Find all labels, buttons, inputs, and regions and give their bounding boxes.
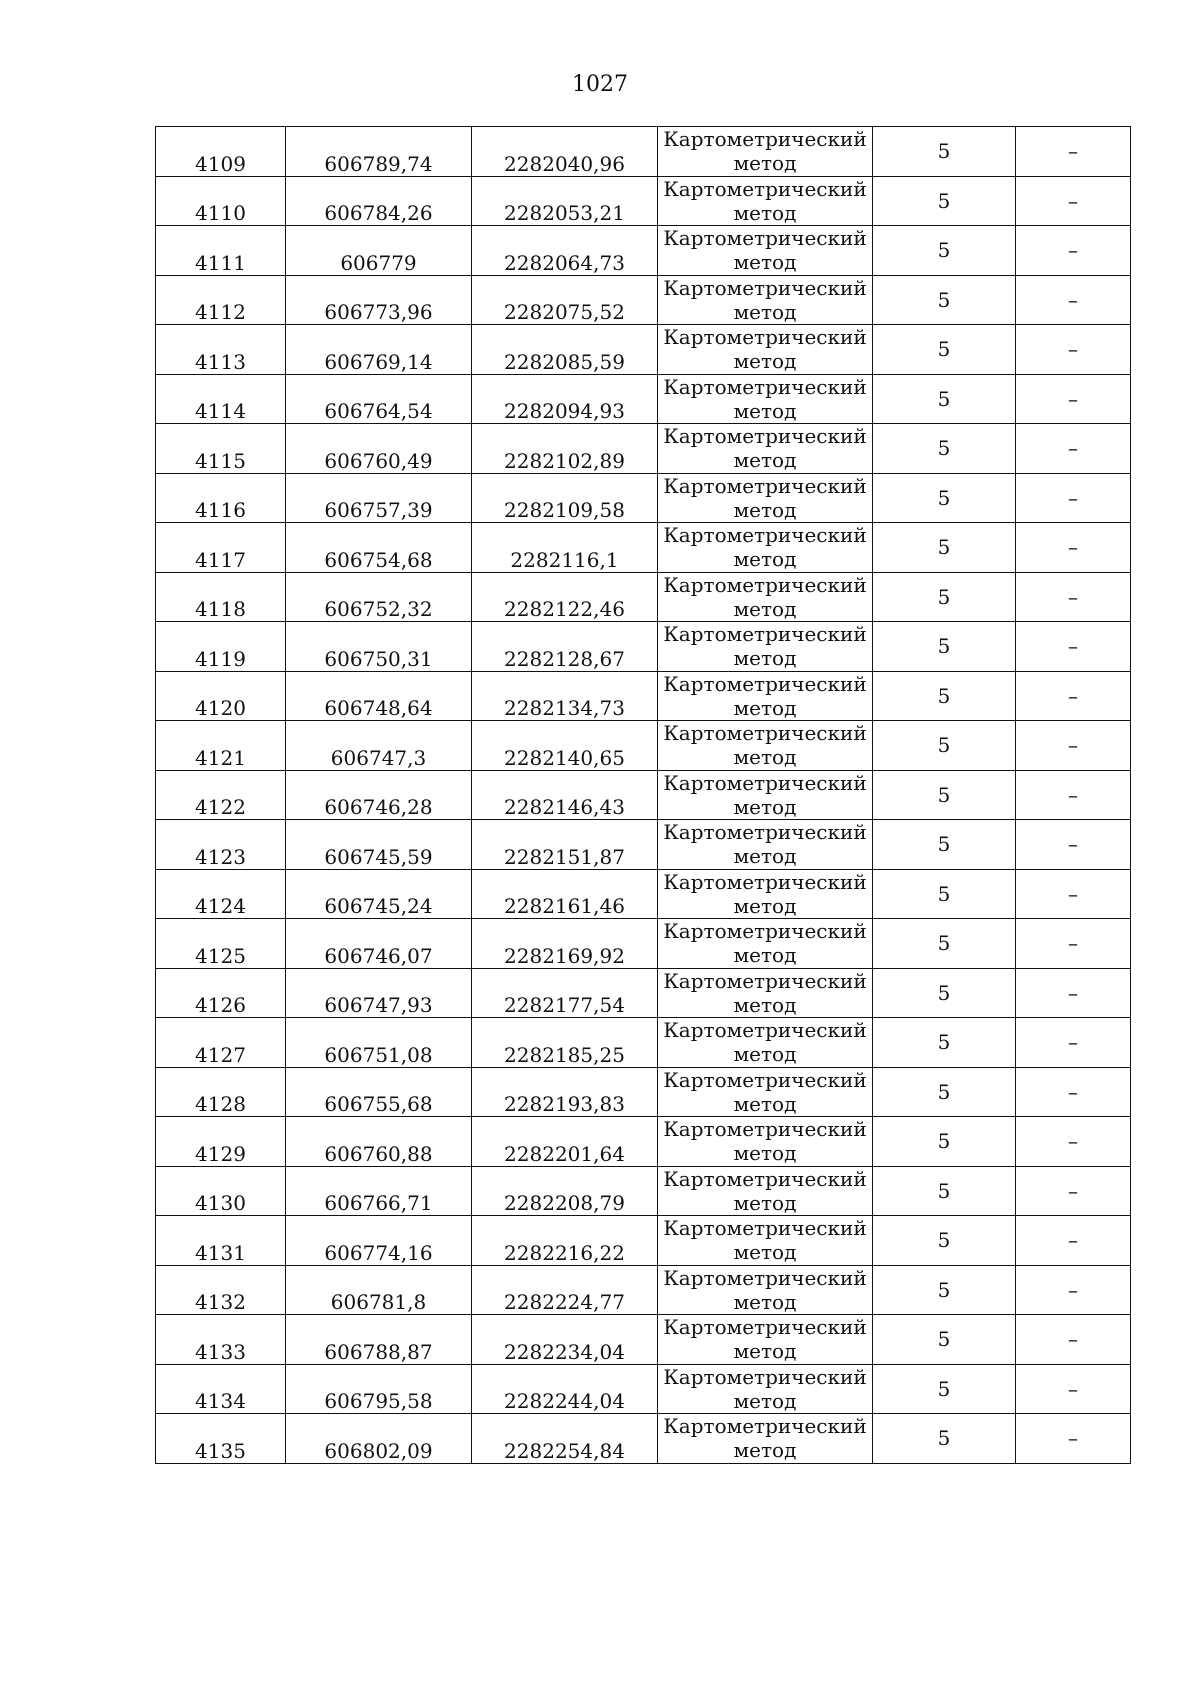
x-coordinate-cell: 606747,93 [286, 968, 472, 1018]
x-coordinate-cell: 606754,68 [286, 523, 472, 573]
method-line-1: Картометрический [663, 473, 867, 498]
method-line-1: Картометрический [663, 968, 867, 993]
y-coordinate-cell: 2282185,25 [472, 1018, 658, 1068]
method-cell [658, 1414, 873, 1464]
table-row [156, 1265, 1131, 1315]
table-row [156, 1166, 1131, 1216]
method-cell [658, 968, 873, 1018]
table-row [156, 622, 1131, 672]
method-line-2: метод [733, 1240, 797, 1265]
x-coordinate-cell: 606784,26 [286, 176, 472, 226]
method-line-2: метод [733, 1141, 797, 1166]
method-line-1: Картометрический [663, 671, 867, 696]
x-coordinate-cell: 606774,16 [286, 1216, 472, 1266]
note-cell: – [1016, 1067, 1131, 1117]
accuracy-cell: 5 [873, 869, 1016, 919]
point-number-cell: 4115 [156, 424, 286, 474]
y-coordinate-cell: 2282224,77 [472, 1265, 658, 1315]
x-coordinate-cell: 606745,59 [286, 820, 472, 870]
method-line-2: метод [733, 1190, 797, 1215]
y-coordinate-cell: 2282208,79 [472, 1166, 658, 1216]
x-coordinate-cell: 606781,8 [286, 1265, 472, 1315]
accuracy-cell: 5 [873, 1364, 1016, 1414]
point-number-cell: 4121 [156, 721, 286, 771]
accuracy-cell: 5 [873, 127, 1016, 177]
method-cell [658, 127, 873, 177]
method-cell [658, 721, 873, 771]
note-cell: – [1016, 127, 1131, 177]
table-row [156, 1414, 1131, 1464]
accuracy-cell: 5 [873, 1265, 1016, 1315]
method-line-1: Картометрический [663, 424, 867, 449]
y-coordinate-cell: 2282244,04 [472, 1364, 658, 1414]
table-row [156, 473, 1131, 523]
method-line-1: Картометрический [663, 721, 867, 746]
method-line-1: Картометрический [663, 127, 867, 152]
note-cell: – [1016, 770, 1131, 820]
method-line-1: Картометрический [663, 1018, 867, 1043]
x-coordinate-cell: 606766,71 [286, 1166, 472, 1216]
method-cell [658, 325, 873, 375]
method-line-2: метод [733, 200, 797, 225]
table-row [156, 671, 1131, 721]
method-line-2: метод [733, 1388, 797, 1413]
method-cell [658, 1067, 873, 1117]
accuracy-cell: 5 [873, 572, 1016, 622]
x-coordinate-cell: 606757,39 [286, 473, 472, 523]
table-row [156, 176, 1131, 226]
method-cell [658, 424, 873, 474]
point-number-cell: 4123 [156, 820, 286, 870]
table-row [156, 919, 1131, 969]
note-cell: – [1016, 1216, 1131, 1266]
x-coordinate-cell: 606751,08 [286, 1018, 472, 1068]
x-coordinate-cell: 606760,88 [286, 1117, 472, 1167]
x-coordinate-cell: 606779 [286, 226, 472, 276]
x-coordinate-cell: 606746,28 [286, 770, 472, 820]
method-line-2: метод [733, 646, 797, 671]
x-coordinate-cell: 606789,74 [286, 127, 472, 177]
point-number-cell: 4127 [156, 1018, 286, 1068]
table-row [156, 1067, 1131, 1117]
method-cell [658, 869, 873, 919]
point-number-cell: 4109 [156, 127, 286, 177]
point-number-cell: 4119 [156, 622, 286, 672]
accuracy-cell: 5 [873, 721, 1016, 771]
table-row [156, 1315, 1131, 1365]
method-line-2: метод [733, 1289, 797, 1314]
method-line-2: метод [733, 151, 797, 176]
accuracy-cell: 5 [873, 1117, 1016, 1167]
note-cell: – [1016, 622, 1131, 672]
y-coordinate-cell: 2282254,84 [472, 1414, 658, 1464]
note-cell: – [1016, 968, 1131, 1018]
accuracy-cell: 5 [873, 1018, 1016, 1068]
method-line-1: Картометрический [663, 770, 867, 795]
note-cell: – [1016, 820, 1131, 870]
y-coordinate-cell: 2282146,43 [472, 770, 658, 820]
table-row [156, 424, 1131, 474]
point-number-cell: 4135 [156, 1414, 286, 1464]
table-row [156, 523, 1131, 573]
method-line-1: Картометрический [663, 622, 867, 647]
point-number-cell: 4113 [156, 325, 286, 375]
coordinates-table [155, 126, 1131, 1464]
y-coordinate-cell: 2282109,58 [472, 473, 658, 523]
method-line-1: Картометрический [663, 1364, 867, 1389]
point-number-cell: 4112 [156, 275, 286, 325]
note-cell: – [1016, 176, 1131, 226]
method-line-1: Картометрический [663, 1166, 867, 1191]
note-cell: – [1016, 721, 1131, 771]
table-row [156, 275, 1131, 325]
point-number-cell: 4122 [156, 770, 286, 820]
method-line-1: Картометрический [663, 1067, 867, 1092]
accuracy-cell: 5 [873, 968, 1016, 1018]
method-line-2: метод [733, 1091, 797, 1116]
method-line-2: метод [733, 299, 797, 324]
method-line-1: Картометрический [663, 919, 867, 944]
y-coordinate-cell: 2282122,46 [472, 572, 658, 622]
point-number-cell: 4118 [156, 572, 286, 622]
method-cell [658, 820, 873, 870]
accuracy-cell: 5 [873, 1067, 1016, 1117]
method-line-2: метод [733, 943, 797, 968]
note-cell: – [1016, 1414, 1131, 1464]
method-line-1: Картометрический [663, 1265, 867, 1290]
method-line-2: метод [733, 398, 797, 423]
note-cell: – [1016, 1166, 1131, 1216]
table-body [156, 127, 1131, 1464]
method-line-2: метод [733, 596, 797, 621]
x-coordinate-cell: 606773,96 [286, 275, 472, 325]
note-cell: – [1016, 1265, 1131, 1315]
accuracy-cell: 5 [873, 770, 1016, 820]
table-row [156, 325, 1131, 375]
point-number-cell: 4133 [156, 1315, 286, 1365]
method-cell [658, 770, 873, 820]
table-row [156, 968, 1131, 1018]
method-line-1: Картометрический [663, 325, 867, 350]
y-coordinate-cell: 2282085,59 [472, 325, 658, 375]
method-line-1: Картометрический [663, 1315, 867, 1340]
note-cell: – [1016, 919, 1131, 969]
method-line-1: Картометрический [663, 1414, 867, 1439]
accuracy-cell: 5 [873, 820, 1016, 870]
y-coordinate-cell: 2282040,96 [472, 127, 658, 177]
note-cell: – [1016, 226, 1131, 276]
y-coordinate-cell: 2282102,89 [472, 424, 658, 474]
y-coordinate-cell: 2282064,73 [472, 226, 658, 276]
method-cell [658, 1265, 873, 1315]
method-cell [658, 919, 873, 969]
y-coordinate-cell: 2282161,46 [472, 869, 658, 919]
method-line-2: метод [733, 794, 797, 819]
accuracy-cell: 5 [873, 176, 1016, 226]
table-row [156, 869, 1131, 919]
note-cell: – [1016, 1117, 1131, 1167]
accuracy-cell: 5 [873, 374, 1016, 424]
method-line-2: метод [733, 1339, 797, 1364]
method-cell [658, 671, 873, 721]
method-cell [658, 374, 873, 424]
table-row [156, 572, 1131, 622]
point-number-cell: 4129 [156, 1117, 286, 1167]
accuracy-cell: 5 [873, 275, 1016, 325]
y-coordinate-cell: 2282134,73 [472, 671, 658, 721]
note-cell: – [1016, 671, 1131, 721]
point-number-cell: 4125 [156, 919, 286, 969]
x-coordinate-cell: 606755,68 [286, 1067, 472, 1117]
method-cell [658, 1216, 873, 1266]
note-cell: – [1016, 523, 1131, 573]
method-cell [658, 275, 873, 325]
x-coordinate-cell: 606760,49 [286, 424, 472, 474]
method-line-2: метод [733, 844, 797, 869]
accuracy-cell: 5 [873, 1216, 1016, 1266]
method-line-2: метод [733, 992, 797, 1017]
point-number-cell: 4110 [156, 176, 286, 226]
table-row [156, 1018, 1131, 1068]
point-number-cell: 4120 [156, 671, 286, 721]
method-cell [658, 1364, 873, 1414]
table-row [156, 1117, 1131, 1167]
table-row [156, 374, 1131, 424]
x-coordinate-cell: 606769,14 [286, 325, 472, 375]
point-number-cell: 4114 [156, 374, 286, 424]
note-cell: – [1016, 424, 1131, 474]
method-line-1: Картометрический [663, 374, 867, 399]
accuracy-cell: 5 [873, 523, 1016, 573]
method-line-2: метод [733, 448, 797, 473]
method-cell [658, 473, 873, 523]
method-line-2: метод [733, 893, 797, 918]
x-coordinate-cell: 606764,54 [286, 374, 472, 424]
table-row [156, 1216, 1131, 1266]
method-line-1: Картометрический [663, 176, 867, 201]
method-cell [658, 572, 873, 622]
x-coordinate-cell: 606747,3 [286, 721, 472, 771]
table-row [156, 127, 1131, 177]
point-number-cell: 4117 [156, 523, 286, 573]
point-number-cell: 4128 [156, 1067, 286, 1117]
note-cell: – [1016, 869, 1131, 919]
method-line-1: Картометрический [663, 1117, 867, 1142]
y-coordinate-cell: 2282169,92 [472, 919, 658, 969]
note-cell: – [1016, 473, 1131, 523]
y-coordinate-cell: 2282140,65 [472, 721, 658, 771]
method-line-2: метод [733, 349, 797, 374]
method-line-1: Картометрический [663, 226, 867, 251]
x-coordinate-cell: 606752,32 [286, 572, 472, 622]
method-cell [658, 1117, 873, 1167]
y-coordinate-cell: 2282116,1 [472, 523, 658, 573]
x-coordinate-cell: 606788,87 [286, 1315, 472, 1365]
note-cell: – [1016, 572, 1131, 622]
method-line-2: метод [733, 695, 797, 720]
table-row [156, 226, 1131, 276]
y-coordinate-cell: 2282177,54 [472, 968, 658, 1018]
point-number-cell: 4126 [156, 968, 286, 1018]
x-coordinate-cell: 606802,09 [286, 1414, 472, 1464]
method-cell [658, 226, 873, 276]
method-cell [658, 1018, 873, 1068]
y-coordinate-cell: 2282128,67 [472, 622, 658, 672]
accuracy-cell: 5 [873, 325, 1016, 375]
y-coordinate-cell: 2282151,87 [472, 820, 658, 870]
y-coordinate-cell: 2282216,22 [472, 1216, 658, 1266]
x-coordinate-cell: 606750,31 [286, 622, 472, 672]
method-line-1: Картометрический [663, 572, 867, 597]
x-coordinate-cell: 606745,24 [286, 869, 472, 919]
method-line-2: метод [733, 547, 797, 572]
accuracy-cell: 5 [873, 1315, 1016, 1365]
y-coordinate-cell: 2282234,04 [472, 1315, 658, 1365]
method-line-1: Картометрический [663, 1216, 867, 1241]
method-line-1: Картометрический [663, 869, 867, 894]
accuracy-cell: 5 [873, 919, 1016, 969]
method-line-2: метод [733, 1438, 797, 1463]
y-coordinate-cell: 2282075,52 [472, 275, 658, 325]
point-number-cell: 4130 [156, 1166, 286, 1216]
x-coordinate-cell: 606746,07 [286, 919, 472, 969]
point-number-cell: 4111 [156, 226, 286, 276]
table-row [156, 770, 1131, 820]
accuracy-cell: 5 [873, 671, 1016, 721]
note-cell: – [1016, 275, 1131, 325]
table-row [156, 721, 1131, 771]
page-number: 1027 [572, 72, 628, 97]
y-coordinate-cell: 2282094,93 [472, 374, 658, 424]
note-cell: – [1016, 1018, 1131, 1068]
method-cell [658, 622, 873, 672]
point-number-cell: 4124 [156, 869, 286, 919]
method-cell [658, 176, 873, 226]
x-coordinate-cell: 606748,64 [286, 671, 472, 721]
accuracy-cell: 5 [873, 1414, 1016, 1464]
note-cell: – [1016, 374, 1131, 424]
point-number-cell: 4134 [156, 1364, 286, 1414]
point-number-cell: 4116 [156, 473, 286, 523]
method-cell [658, 1166, 873, 1216]
method-line-2: метод [733, 1042, 797, 1067]
method-line-2: метод [733, 745, 797, 770]
note-cell: – [1016, 1364, 1131, 1414]
accuracy-cell: 5 [873, 622, 1016, 672]
point-number-cell: 4131 [156, 1216, 286, 1266]
method-cell [658, 1315, 873, 1365]
note-cell: – [1016, 1315, 1131, 1365]
accuracy-cell: 5 [873, 226, 1016, 276]
method-line-2: метод [733, 250, 797, 275]
method-line-2: метод [733, 497, 797, 522]
y-coordinate-cell: 2282201,64 [472, 1117, 658, 1167]
accuracy-cell: 5 [873, 424, 1016, 474]
y-coordinate-cell: 2282053,21 [472, 176, 658, 226]
x-coordinate-cell: 606795,58 [286, 1364, 472, 1414]
table-row [156, 1364, 1131, 1414]
point-number-cell: 4132 [156, 1265, 286, 1315]
table-row [156, 820, 1131, 870]
method-cell [658, 523, 873, 573]
method-line-1: Картометрический [663, 275, 867, 300]
accuracy-cell: 5 [873, 473, 1016, 523]
y-coordinate-cell: 2282193,83 [472, 1067, 658, 1117]
method-line-1: Картометрический [663, 523, 867, 548]
method-line-1: Картометрический [663, 820, 867, 845]
accuracy-cell: 5 [873, 1166, 1016, 1216]
note-cell: – [1016, 325, 1131, 375]
